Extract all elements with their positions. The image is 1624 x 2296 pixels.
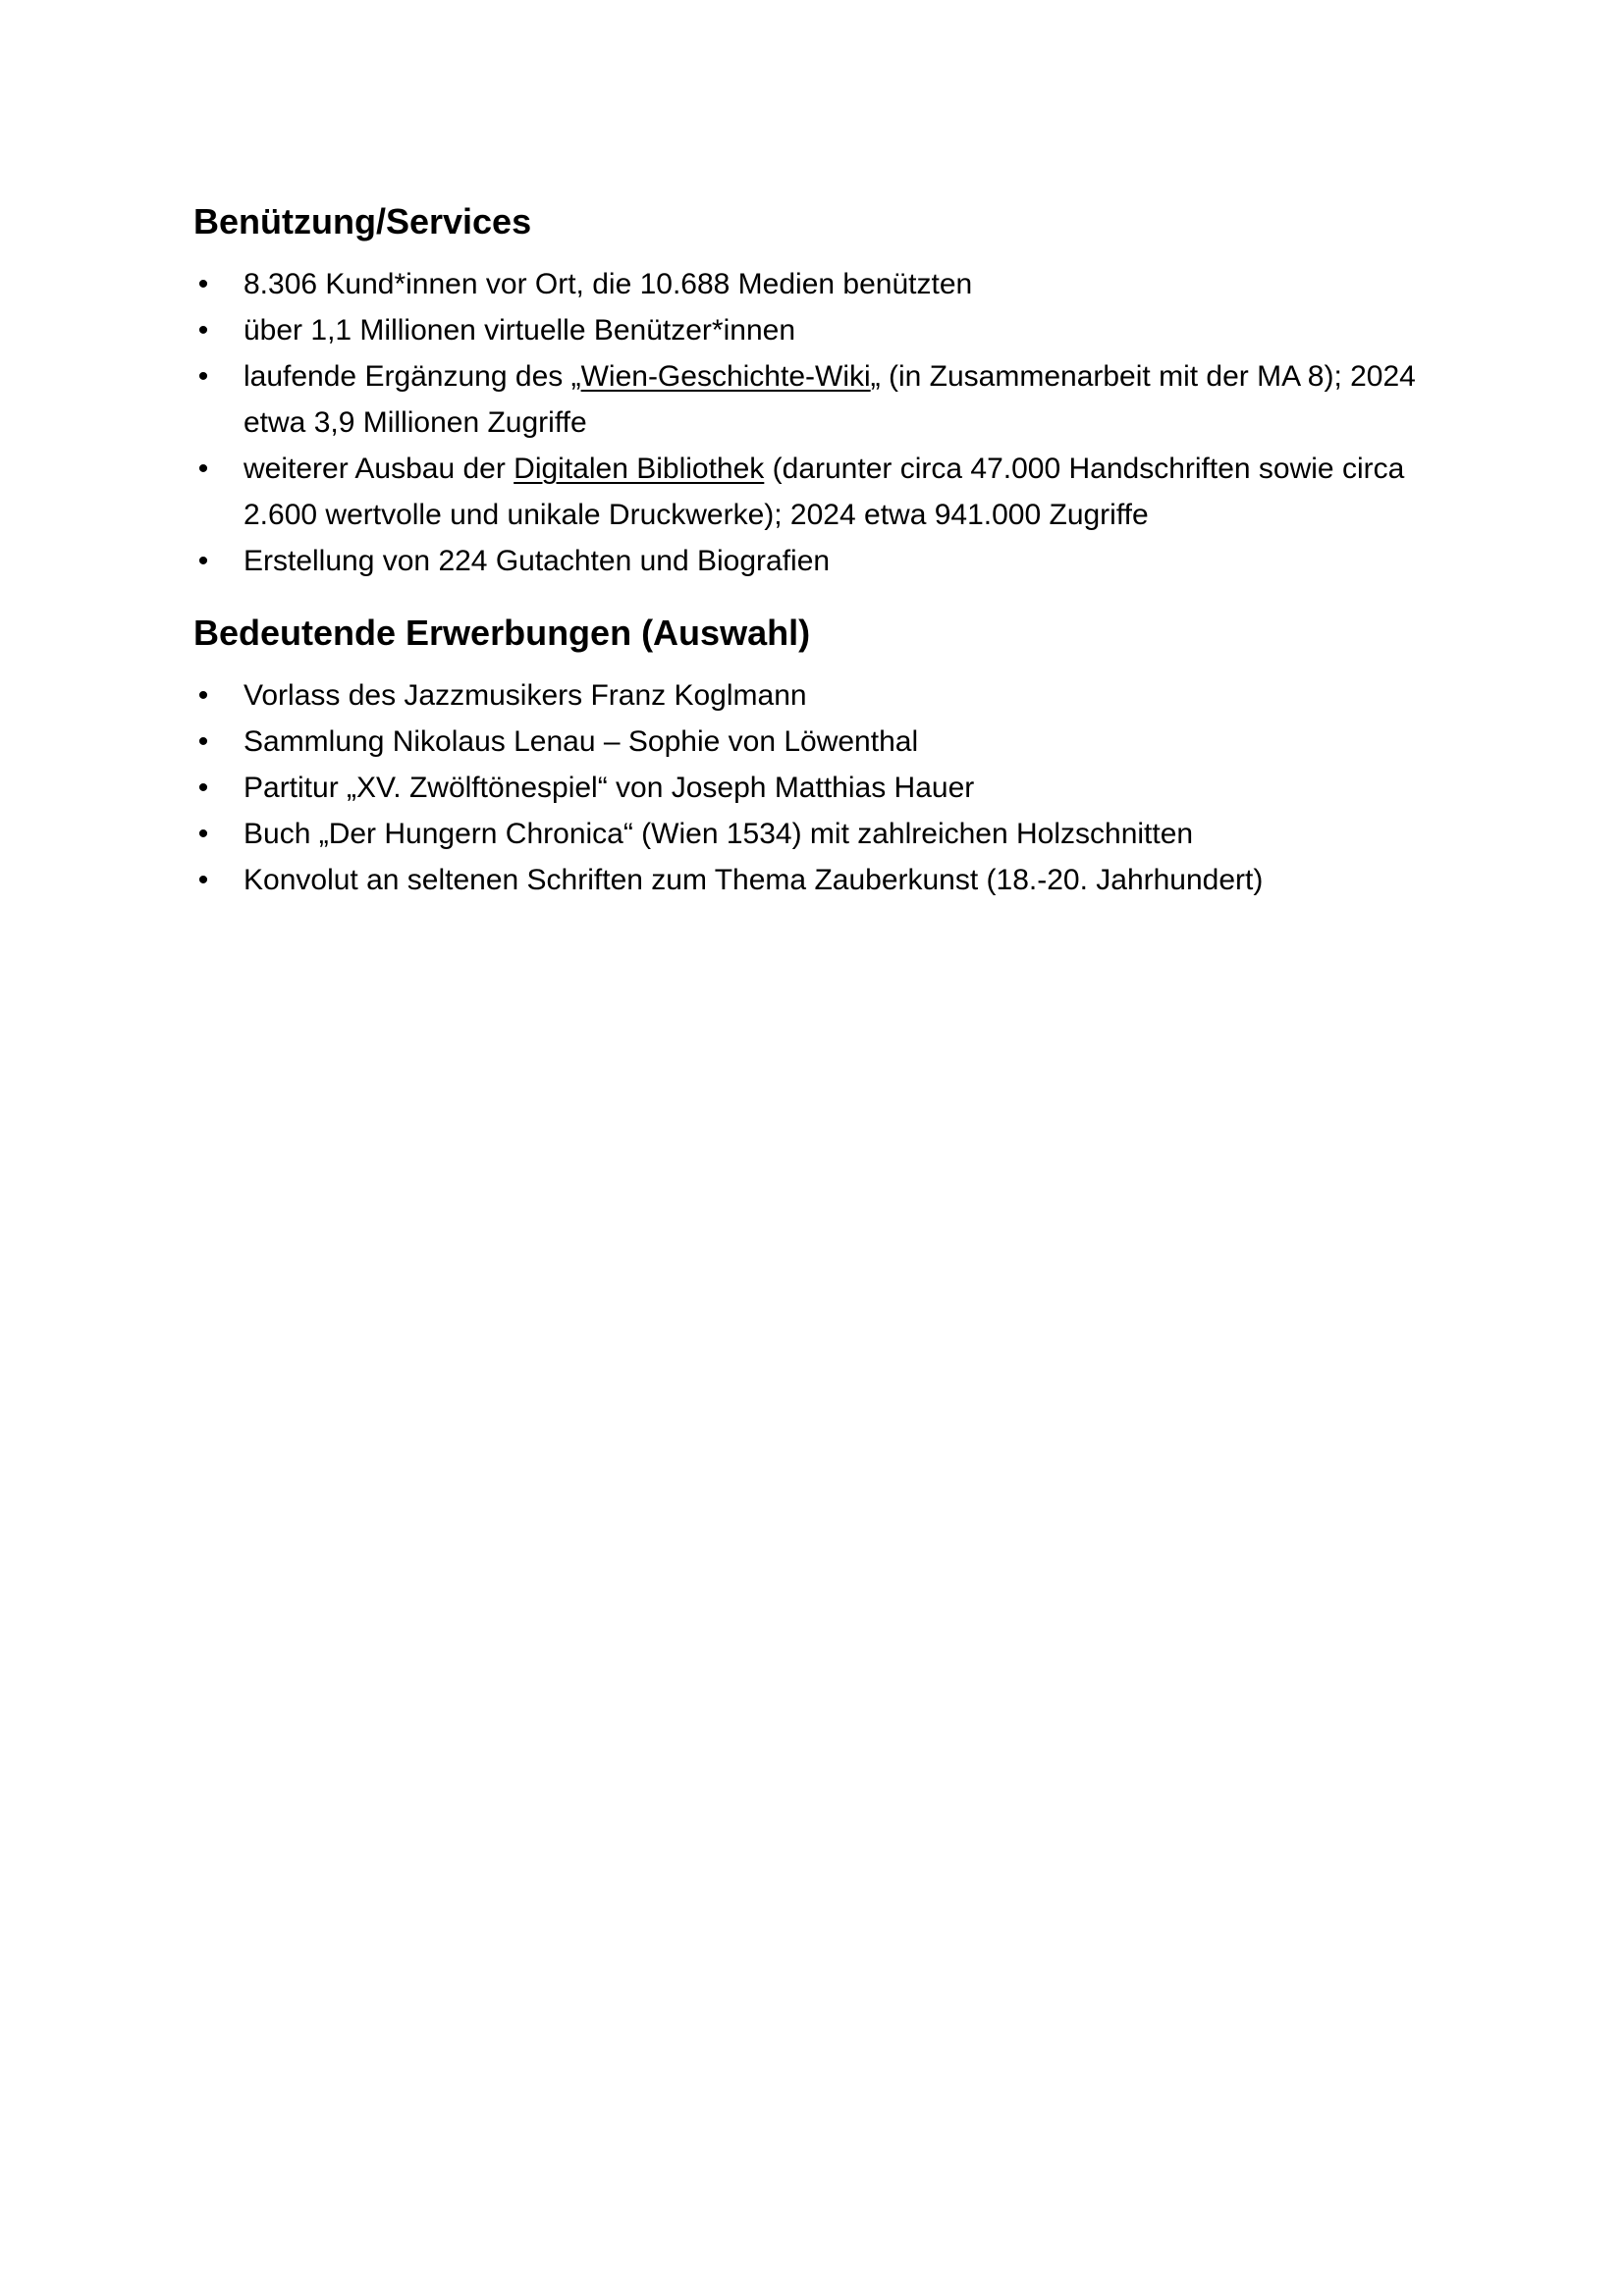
bullet-icon: • — [197, 725, 209, 758]
list-item-text: Erstellung von 224 Gutachten und Biografien — [244, 545, 831, 577]
list-item-text-before: weiterer Ausbau der — [244, 453, 514, 485]
list-item — [193, 765, 1440, 811]
list-item-text: Partitur „XV. Zwölftönespiel“ von Joseph Matthias Hauer — [244, 772, 975, 804]
list-item — [193, 672, 1440, 719]
list-item-text: Vorlass des Jazzmusikers Franz Koglmann — [244, 679, 807, 712]
list-item — [193, 857, 1440, 903]
list-item-text-after: „ (in Zusammenarbeit mit der MA 8); 2024 etwa 3,9 Millionen Zugriffe — [244, 360, 1416, 439]
bullet-icon: • — [197, 314, 209, 347]
section-heading-services: Benützung/Services — [193, 201, 532, 241]
services-list — [193, 261, 1440, 584]
bullet-icon: • — [197, 818, 209, 850]
list-item — [193, 811, 1440, 857]
bullet-icon: • — [197, 772, 209, 804]
page-content — [193, 192, 1440, 903]
bullet-icon: • — [197, 679, 209, 712]
bullet-icon: • — [197, 268, 209, 300]
acquisitions-list — [193, 672, 1440, 903]
list-item-text-after: (darunter circa 47.000 Handschriften sowie circa 2.600 wertvolle und unikale Druckwerke); 2024 etwa 941.000 Zugriffe — [244, 453, 1405, 531]
list-item-text: Buch „Der Hungern Chronica“ (Wien 1534) mit zahlreichen Holzschnitten — [244, 818, 1194, 850]
list-item-text: 8.306 Kund*innen vor Ort, die 10.688 Medien benützten — [244, 268, 973, 300]
list-item — [193, 261, 1440, 307]
list-item — [193, 353, 1440, 446]
digitale-bibliothek-link[interactable]: Digitalen Bibliothek — [514, 453, 765, 485]
section-heading-acquisitions: Bedeutende Erwerbungen (Auswahl) — [193, 613, 811, 653]
list-item — [193, 307, 1440, 353]
list-item-text: Konvolut an seltenen Schriften zum Thema Zauberkunst (18.-20. Jahrhundert) — [244, 864, 1264, 896]
list-item — [193, 719, 1440, 765]
bullet-icon: • — [197, 360, 209, 393]
wien-geschichte-wiki-link[interactable]: Wien-Geschichte-Wiki — [580, 360, 871, 393]
list-item-text: über 1,1 Millionen virtuelle Benützer*innen — [244, 314, 796, 347]
list-item-text-before: laufende Ergänzung des „ — [244, 360, 581, 393]
list-item — [193, 446, 1440, 538]
list-item-text: Sammlung Nikolaus Lenau – Sophie von Löwenthal — [244, 725, 919, 758]
bullet-icon: • — [197, 864, 209, 896]
list-item — [193, 538, 1440, 584]
bullet-icon: • — [197, 453, 209, 485]
bullet-icon: • — [197, 545, 209, 577]
